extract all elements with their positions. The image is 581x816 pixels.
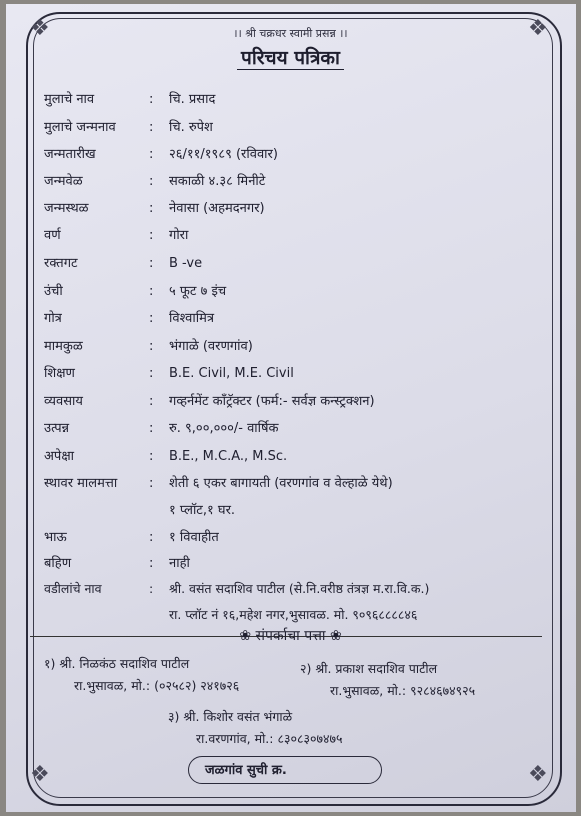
field-label: वर्ण <box>44 228 61 243</box>
field-row <box>44 391 375 409</box>
contact-heading: ❀ संपर्काचा पत्ता ❀ <box>239 628 342 644</box>
field-colon: : <box>149 201 154 216</box>
field-value: गव्हर्नमेंट कॉंट्रॅक्टर (फर्म:- सर्वज्ञ कन्स्ट्रक्शन) <box>169 394 375 409</box>
field-row <box>44 336 253 354</box>
contact-1-address: रा.भुसावळ, मो.: (०२५८२) २४१७२६ <box>74 678 240 693</box>
field-colon: : <box>149 449 154 464</box>
field-row <box>44 89 215 107</box>
field-value: भंगाळे (वरणगांव) <box>169 339 253 354</box>
field-value: ५ फूट ७ इंच <box>169 284 227 299</box>
field-label: मुलाचे नाव <box>44 92 95 107</box>
field-row <box>44 225 188 243</box>
field-colon: : <box>149 92 154 107</box>
field-label: स्थावर मालमत्ता <box>44 476 118 491</box>
document-title <box>0 44 581 70</box>
field-row <box>44 363 294 381</box>
field-label: वडीलांचे नाव <box>44 581 102 596</box>
field-label: मुलाचे जन्मनाव <box>44 120 116 135</box>
field-row <box>44 418 279 436</box>
contact-2-name: २) श्री. प्रकाश सदाशिव पाटील <box>300 661 438 676</box>
field-label: जन्मतारीख <box>44 147 96 162</box>
field-value: विश्वामित्र <box>169 311 215 326</box>
field-label: बहिण <box>44 556 72 571</box>
field-colon: : <box>149 120 154 135</box>
field-value: चि. प्रसाद <box>169 92 216 107</box>
field-colon: : <box>149 228 154 243</box>
field-row <box>44 553 190 571</box>
field-value: श्री. वसंत सदाशिव पाटील (से.नि.वरीष्ठ तंत्रज्ञ म.रा.वि.क.) <box>169 581 430 596</box>
field-row <box>44 281 226 299</box>
field-row <box>44 253 202 271</box>
field-label: रक्तगट <box>44 256 78 271</box>
field-colon: : <box>149 556 154 571</box>
field-label: गोत्र <box>44 311 62 326</box>
corner-ornament-icon: ❖ <box>528 16 548 41</box>
field-value: नाही <box>169 556 190 571</box>
field-row <box>44 446 287 464</box>
field-value: गोरा <box>169 228 189 243</box>
field-label: मामकुळ <box>44 339 83 354</box>
field-colon: : <box>149 311 154 326</box>
field-colon: : <box>149 174 154 189</box>
invocation-line: ।। श्री चक्रधर स्वामी प्रसन्न ।। <box>233 27 348 40</box>
field-label: जन्मवेळ <box>44 174 83 189</box>
field-label: व्यवसाय <box>44 394 83 409</box>
field-row <box>44 308 214 326</box>
contact-2-address: रा.भुसावळ, मो.: ९२८४६७४९२५ <box>330 683 476 698</box>
field-row <box>44 473 393 491</box>
corner-ornament-icon: ❖ <box>30 16 50 41</box>
field-colon: : <box>149 256 154 271</box>
field-row <box>44 527 219 545</box>
contact-1-name: १) श्री. निळकंठ सदाशिव पाटील <box>44 656 190 671</box>
field-label: जन्मस्थळ <box>44 201 89 216</box>
field-label: उंची <box>44 284 63 299</box>
field-value-continued: १ प्लॉट,१ घर. <box>169 503 236 518</box>
field-colon: : <box>149 394 154 409</box>
field-value: नेवासा (अहमदनगर) <box>169 201 265 216</box>
field-colon: : <box>149 147 154 162</box>
field-label: भाऊ <box>44 530 67 545</box>
field-value: १ विवाहीत <box>169 530 219 545</box>
field-value: चि. रुपेश <box>169 120 213 135</box>
registry-number-box: जळगांव सुची क्र. <box>188 756 382 784</box>
field-label: अपेक्षा <box>44 449 75 464</box>
field-colon: : <box>149 476 154 491</box>
field-value-continued: रा. प्लॉट नं १६,महेश नगर,भुसावळ. मो. ९०९६८८८८४६ <box>169 607 418 622</box>
field-row <box>44 580 429 597</box>
field-label: शिक्षण <box>44 366 75 381</box>
field-row <box>44 171 265 189</box>
field-value: B -ve <box>169 256 203 271</box>
field-value: सकाळी ४.३८ मिनीटे <box>169 174 266 189</box>
field-colon: : <box>149 284 154 299</box>
field-row <box>44 144 278 162</box>
contact-3-name: ३) श्री. किशोर वसंत भंगाळे <box>168 709 293 724</box>
corner-ornament-icon: ❖ <box>528 762 548 787</box>
field-colon: : <box>149 421 154 436</box>
contact-3-address: रा.वरणगांव, मो.: ८३०८३०७४७५ <box>196 731 343 746</box>
field-row <box>44 117 213 135</box>
field-value: शेती ६ एकर बागायती (वरणगांव व वेल्हाळे येथे) <box>169 476 393 491</box>
field-value: रु. ९,००,०००/- वार्षिक <box>169 421 279 436</box>
field-row <box>44 198 265 216</box>
corner-ornament-icon: ❖ <box>30 762 50 787</box>
field-value: B.E. Civil, M.E. Civil <box>169 366 294 381</box>
field-colon: : <box>149 530 154 545</box>
title-text: परिचय पत्रिका <box>237 47 344 70</box>
field-colon: : <box>149 366 154 381</box>
field-value: २६/११/१९८९ (रविवार) <box>169 147 278 162</box>
field-value: B.E., M.C.A., M.Sc. <box>169 449 288 464</box>
field-label: उत्पन्न <box>44 421 70 436</box>
field-colon: : <box>149 581 154 596</box>
field-colon: : <box>149 339 154 354</box>
